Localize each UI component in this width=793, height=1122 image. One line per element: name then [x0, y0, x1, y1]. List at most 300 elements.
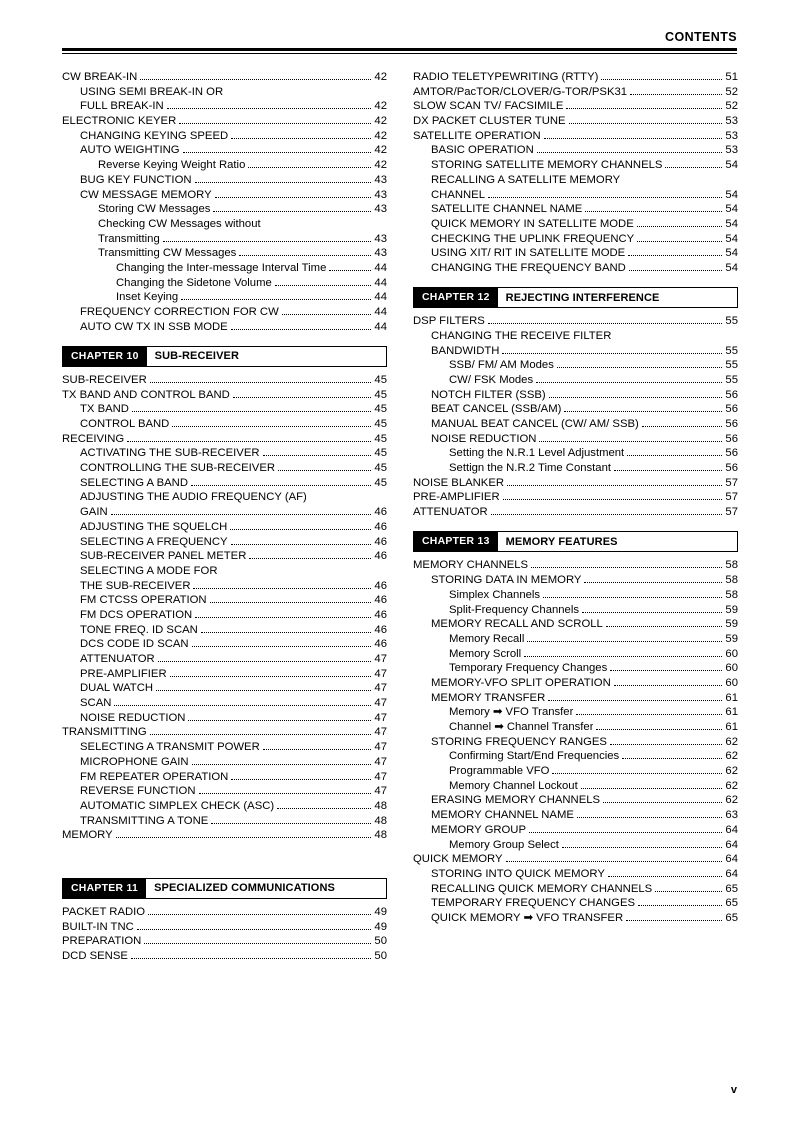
toc-entry-page: 49	[374, 920, 387, 933]
toc-entry[interactable]	[449, 634, 738, 645]
toc-entry-page: 48	[374, 829, 387, 842]
toc-entry-label: PACKET RADIO	[62, 906, 146, 918]
page-header	[62, 30, 737, 54]
toc-entry-page: 46	[374, 579, 387, 592]
toc-leader-dots	[552, 768, 722, 774]
toc-entry-label: QUICK MEMORY ➡ VFO TRANSFER	[431, 912, 624, 924]
toc-entry-page: 43	[374, 247, 387, 260]
toc-entry-label: Memory Scroll	[449, 648, 522, 660]
toc-entry[interactable]	[80, 404, 387, 415]
toc-entry[interactable]	[449, 375, 738, 386]
toc-entry[interactable]	[80, 131, 387, 142]
toc-entry-page: 42	[374, 159, 387, 172]
toc-entry-label: ELECTRONIC KEYER	[62, 116, 177, 128]
toc-entry[interactable]	[413, 492, 738, 503]
toc-entry[interactable]	[80, 492, 387, 503]
toc-leader-dots	[201, 627, 371, 633]
toc-entry-label: DCD SENSE	[62, 951, 128, 963]
page-number: v	[730, 1084, 737, 1096]
toc-leader-dots	[626, 915, 722, 921]
toc-entry-page: 44	[374, 261, 387, 274]
toc-entry-label: ATTENUATOR	[80, 654, 155, 666]
toc-leader-dots	[263, 744, 371, 750]
toc-entry[interactable]	[431, 678, 738, 689]
toc-entry[interactable]	[80, 101, 387, 112]
toc-entry[interactable]	[80, 683, 387, 694]
toc-entry[interactable]	[80, 654, 387, 665]
toc-entry[interactable]	[449, 751, 738, 762]
toc-entry[interactable]	[80, 639, 387, 650]
toc-entry[interactable]	[413, 854, 738, 865]
toc-entry[interactable]	[413, 101, 738, 112]
toc-entry-label: AUTOMATIC SIMPLEX CHECK (ASC)	[80, 800, 275, 812]
toc-entry-page: 44	[374, 276, 387, 289]
toc-entry-label: MANUAL BEAT CANCEL (CW/ AM/ SSB)	[431, 419, 639, 431]
toc-entry[interactable]	[431, 263, 738, 274]
toc-entry[interactable]	[80, 478, 387, 489]
toc-leader-dots	[231, 324, 371, 330]
toc-spacer	[62, 845, 387, 865]
toc-leader-dots	[566, 103, 722, 109]
toc-entry[interactable]	[80, 669, 387, 680]
toc-entry-page: 46	[374, 608, 387, 621]
toc-entry[interactable]	[431, 190, 738, 201]
toc-entry[interactable]	[80, 307, 387, 318]
toc-entry[interactable]	[413, 507, 738, 518]
toc-leader-dots	[249, 553, 371, 559]
toc-entry[interactable]	[80, 625, 387, 636]
toc-leader-dots	[536, 377, 722, 383]
toc-entry[interactable]	[431, 825, 738, 836]
toc-leader-dots	[192, 759, 371, 765]
toc-entry[interactable]	[62, 951, 387, 962]
toc-entry-page: 54	[725, 247, 738, 260]
toc-leader-dots	[576, 709, 722, 715]
chapter-number: CHAPTER 10	[63, 347, 147, 366]
toc-entry[interactable]	[62, 936, 387, 947]
toc-entry-page: 62	[725, 765, 738, 778]
toc-entry[interactable]	[62, 434, 387, 445]
toc-entry[interactable]	[449, 663, 738, 674]
toc-entry-page: 57	[725, 491, 738, 504]
toc-entry-page: 48	[374, 799, 387, 812]
toc-entry-page: 55	[725, 373, 738, 386]
toc-entry-label: Programmable VFO	[449, 766, 550, 778]
toc-entry-page: 45	[374, 476, 387, 489]
toc-entry[interactable]	[98, 204, 387, 215]
toc-entry-label: GAIN	[80, 507, 108, 519]
toc-leader-dots	[150, 729, 371, 735]
toc-entry[interactable]	[80, 772, 387, 783]
toc-entry-page: 45	[374, 388, 387, 401]
toc-entry-label: SATELLITE CHANNEL NAME	[431, 204, 583, 216]
toc-entry-page: 62	[725, 779, 738, 792]
toc-entry[interactable]	[80, 801, 387, 812]
toc-entry[interactable]	[431, 434, 738, 445]
toc-entry[interactable]	[449, 463, 738, 474]
toc-entry-label: PRE-AMPLIFIER	[413, 492, 500, 504]
toc-entry-page: 53	[725, 115, 738, 128]
toc-entry-label: Channel ➡ Channel Transfer	[449, 722, 594, 734]
toc-entry[interactable]	[80, 698, 387, 709]
toc-entry[interactable]	[413, 116, 738, 127]
toc-entry[interactable]	[431, 810, 738, 821]
toc-leader-dots	[150, 377, 371, 383]
toc-entry-label: Storing CW Messages	[98, 204, 211, 216]
toc-entry[interactable]	[431, 248, 738, 259]
toc-entry-label: CHANGING THE RECEIVE FILTER	[431, 330, 612, 342]
toc-entry-label: CONTROL BAND	[80, 419, 170, 431]
toc-leader-dots	[548, 695, 722, 701]
toc-entry-label: ACTIVATING THE SUB-RECEIVER	[80, 448, 260, 460]
toc-entry-page: 45	[374, 462, 387, 475]
toc-entry[interactable]	[62, 116, 387, 127]
toc-entry-page: 44	[374, 291, 387, 304]
toc-leader-dots	[179, 118, 371, 124]
toc-entry[interactable]	[431, 869, 738, 880]
toc-entry[interactable]	[449, 605, 738, 616]
toc-entry-label: MICROPHONE GAIN	[80, 756, 189, 768]
toc-entry-page: 60	[725, 676, 738, 689]
chapter-heading[interactable]	[62, 346, 387, 367]
toc-leader-dots	[231, 773, 371, 779]
toc-entry-page: 55	[725, 344, 738, 357]
toc-entry-label: Temporary Frequency Changes	[449, 663, 608, 675]
toc-leader-dots	[562, 841, 722, 847]
toc-entry-label: Changing the Inter-message Interval Time	[116, 262, 327, 274]
toc-leader-dots	[539, 436, 722, 442]
toc-entry[interactable]	[80, 713, 387, 724]
toc-leader-dots	[131, 953, 371, 959]
toc-entry-page: 47	[374, 697, 387, 710]
toc-entry[interactable]	[431, 145, 738, 156]
toc-entry[interactable]	[98, 248, 387, 259]
toc-leader-dots	[603, 797, 722, 803]
toc-leader-dots	[637, 221, 722, 227]
toc-leader-dots	[503, 494, 722, 500]
toc-entry-page: 54	[725, 159, 738, 172]
toc-entry-label: Split-Frequency Channels	[449, 604, 579, 616]
toc-entry-page: 64	[725, 838, 738, 851]
toc-entry[interactable]	[449, 781, 738, 792]
toc-entry-page: 54	[725, 232, 738, 245]
toc-leader-dots	[488, 318, 722, 324]
toc-entry[interactable]	[80, 419, 387, 430]
toc-entry-label: THE SUB-RECEIVER	[80, 580, 191, 592]
toc-entry[interactable]	[80, 757, 387, 768]
toc-entry[interactable]	[80, 175, 387, 186]
toc-entry[interactable]	[62, 830, 387, 841]
toc-entry-page: 55	[725, 315, 738, 328]
toc-entry-label: CHECKING THE UPLINK FREQUENCY	[431, 233, 635, 245]
toc-entry[interactable]	[80, 463, 387, 474]
toc-leader-dots	[199, 788, 372, 794]
chapter-name: REJECTING INTERFERENCE	[505, 291, 660, 304]
toc-entry[interactable]	[80, 537, 387, 548]
toc-leader-dots	[531, 562, 722, 568]
toc-entry-label: FULL BREAK-IN	[80, 101, 164, 113]
toc-entry-label: USING XIT/ RIT IN SATELLITE MODE	[431, 248, 626, 260]
header-rule-thick	[62, 48, 737, 51]
toc-entry-page: 45	[374, 373, 387, 386]
toc-leader-dots	[507, 480, 722, 486]
toc-entry-label: CHANGING THE FREQUENCY BAND	[431, 262, 626, 274]
chapter-heading[interactable]	[62, 878, 387, 899]
toc-entry[interactable]	[449, 840, 738, 851]
toc-entry[interactable]	[431, 693, 738, 704]
toc-entry-page: 58	[725, 574, 738, 587]
toc-entry[interactable]	[116, 263, 387, 274]
toc-entry[interactable]	[62, 375, 387, 386]
toc-leader-dots	[231, 133, 371, 139]
toc-entry-label: Confirming Start/End Frequencies	[449, 751, 620, 763]
toc-entry-page: 59	[725, 603, 738, 616]
toc-right-column	[413, 72, 738, 966]
toc-entry-page: 56	[725, 403, 738, 416]
toc-entry-label: STORING FREQUENCY RANGES	[431, 736, 607, 748]
toc-entry-page: 56	[725, 418, 738, 431]
toc-entry[interactable]	[98, 160, 387, 171]
toc-entry[interactable]	[449, 360, 738, 371]
toc-entry[interactable]	[62, 72, 387, 83]
toc-entry-page: 60	[725, 647, 738, 660]
toc-leader-dots	[582, 606, 722, 612]
toc-entry[interactable]	[431, 737, 738, 748]
toc-entry[interactable]	[413, 87, 738, 98]
toc-entry-label: NOISE REDUCTION	[431, 433, 537, 445]
toc-entry[interactable]	[80, 581, 387, 592]
toc-leader-dots	[524, 651, 722, 657]
chapter-name: SUB-RECEIVER	[154, 350, 239, 363]
toc-leader-dots	[529, 827, 722, 833]
toc-entry-label: TX BAND	[80, 404, 129, 416]
toc-entry[interactable]	[449, 722, 738, 733]
toc-leader-dots	[215, 191, 371, 197]
toc-leader-dots	[557, 362, 722, 368]
toc-entry[interactable]	[80, 448, 387, 459]
toc-entry[interactable]	[80, 145, 387, 156]
toc-entry[interactable]	[80, 816, 387, 827]
toc-entry-label: ERASING MEMORY CHANNELS	[431, 795, 601, 807]
toc-entry[interactable]	[80, 522, 387, 533]
toc-entry-label: Changing the Sidetone Volume	[116, 277, 272, 289]
toc-entry-label: MEMORY CHANNELS	[413, 560, 529, 572]
toc-leader-dots	[239, 250, 371, 256]
toc-leader-dots	[188, 715, 371, 721]
toc-entry-page: 47	[374, 682, 387, 695]
toc-entry-page: 54	[725, 217, 738, 230]
toc-entry-label: SLOW SCAN TV/ FACSIMILE	[413, 101, 564, 113]
toc-entry-label: BUG KEY FUNCTION	[80, 174, 192, 186]
toc-entry[interactable]	[80, 786, 387, 797]
toc-entry-label: Transmitting CW Messages	[98, 248, 237, 260]
toc-entry-page: 62	[725, 794, 738, 807]
toc-entry-page: 43	[374, 232, 387, 245]
toc-entry[interactable]	[116, 278, 387, 289]
toc-entry[interactable]	[80, 566, 387, 577]
toc-entry-page: 57	[725, 506, 738, 519]
toc-entry-page: 63	[725, 809, 738, 822]
toc-entry[interactable]	[413, 316, 738, 327]
toc-entry-page: 44	[374, 320, 387, 333]
toc-leader-dots	[527, 636, 722, 642]
toc-entry[interactable]	[80, 742, 387, 753]
toc-entry-page: 64	[725, 823, 738, 836]
toc-entry-label: Setting the N.R.1 Level Adjustment	[449, 448, 625, 460]
toc-entry-page: 46	[374, 638, 387, 651]
toc-entry-page: 58	[725, 559, 738, 572]
toc-left-column	[62, 72, 387, 966]
toc-entry[interactable]	[80, 610, 387, 621]
toc-entry-page: 43	[374, 188, 387, 201]
toc-leader-dots	[111, 509, 371, 515]
toc-entry[interactable]	[449, 707, 738, 718]
toc-entry-page: 52	[725, 100, 738, 113]
toc-leader-dots	[608, 871, 722, 877]
toc-entry-label: AMTOR/PacTOR/CLOVER/G-TOR/PSK31	[413, 86, 628, 98]
toc-leader-dots	[577, 812, 722, 818]
toc-entry[interactable]	[431, 234, 738, 245]
toc-entry-page: 61	[725, 691, 738, 704]
toc-entry-label: MEMORY GROUP	[431, 824, 526, 836]
chapter-heading[interactable]	[413, 531, 738, 552]
toc-entry-page: 50	[374, 935, 387, 948]
toc-entry[interactable]	[431, 404, 738, 415]
toc-entry[interactable]	[431, 795, 738, 806]
toc-entry-label: FREQUENCY CORRECTION FOR CW	[80, 307, 279, 318]
toc-entry-page: 54	[725, 261, 738, 274]
toc-entry-page: 45	[374, 447, 387, 460]
toc-entry-label: RECALLING A SATELLITE MEMORY	[431, 174, 621, 186]
toc-leader-dots	[275, 280, 371, 286]
toc-leader-dots	[263, 450, 371, 456]
toc-entry-label: Settign the N.R.2 Time Constant	[449, 463, 612, 475]
toc-entry-label: CONTROLLING THE SUB-RECEIVER	[80, 463, 276, 475]
chapter-name: MEMORY FEATURES	[505, 535, 618, 548]
toc-entry[interactable]	[449, 448, 738, 459]
toc-entry-label: SELECTING A TRANSMIT POWER	[80, 742, 260, 754]
toc-leader-dots	[193, 583, 371, 589]
toc-entry-label: FM DCS OPERATION	[80, 609, 193, 621]
toc-entry-page: 47	[374, 770, 387, 783]
toc-entry[interactable]	[431, 204, 738, 215]
toc-leader-dots	[606, 621, 722, 627]
toc-entry-label: SELECTING A BAND	[80, 477, 188, 489]
toc-entry[interactable]	[62, 907, 387, 918]
toc-entry[interactable]	[62, 727, 387, 738]
toc-leader-dots	[610, 739, 722, 745]
toc-entry[interactable]	[431, 913, 738, 924]
toc-entry-label: SSB/ FM/ AM Modes	[449, 360, 554, 372]
toc-entry[interactable]	[431, 575, 738, 586]
toc-entry[interactable]	[80, 322, 387, 333]
toc-entry-page: 57	[725, 476, 738, 489]
toc-entry[interactable]	[80, 595, 387, 606]
toc-entry-page: 47	[374, 653, 387, 666]
toc-entry-page: 65	[725, 911, 738, 924]
toc-entry[interactable]	[431, 419, 738, 430]
toc-entry-page: 47	[374, 755, 387, 768]
chapter-heading[interactable]	[413, 287, 738, 308]
toc-entry[interactable]	[431, 160, 738, 171]
toc-entry[interactable]	[431, 331, 738, 342]
toc-leader-dots	[248, 162, 371, 168]
toc-entry-page: 43	[374, 173, 387, 186]
toc-entry[interactable]	[449, 766, 738, 777]
toc-entry[interactable]	[413, 478, 738, 489]
toc-leader-dots	[630, 89, 722, 95]
toc-entry[interactable]	[80, 551, 387, 562]
chapter-name: SPECIALIZED COMMUNICATIONS	[154, 882, 335, 895]
toc-entry[interactable]	[449, 649, 738, 660]
toc-entry-label: Memory Recall	[449, 633, 525, 645]
toc-leader-dots	[601, 74, 722, 80]
toc-entry[interactable]	[413, 131, 738, 142]
toc-entry[interactable]	[98, 234, 387, 245]
toc-entry[interactable]	[413, 560, 738, 571]
toc-entry-label: NOISE REDUCTION	[80, 712, 186, 724]
toc-entry-label: MEMORY TRANSFER	[431, 692, 546, 704]
toc-entry-label: BUILT-IN TNC	[62, 921, 134, 933]
toc-entry-label: QUICK MEMORY IN SATELLITE MODE	[431, 218, 634, 230]
toc-leader-dots	[172, 421, 371, 427]
toc-entry-page: 56	[725, 447, 738, 460]
toc-leader-dots	[537, 147, 722, 153]
toc-entry-label: FM REPEATER OPERATION	[80, 771, 229, 783]
toc-leader-dots	[114, 700, 371, 706]
toc-leader-dots	[614, 465, 722, 471]
toc-entry[interactable]	[413, 72, 738, 83]
toc-entry[interactable]	[431, 884, 738, 895]
toc-entry[interactable]	[62, 390, 387, 401]
toc-entry[interactable]	[80, 507, 387, 518]
toc-columns	[62, 72, 738, 966]
toc-leader-dots	[655, 886, 722, 892]
toc-leader-dots	[569, 118, 722, 124]
toc-entry[interactable]	[449, 590, 738, 601]
toc-entry-page: 64	[725, 867, 738, 880]
toc-entry-page: 50	[374, 950, 387, 963]
toc-entry[interactable]	[431, 346, 738, 357]
toc-entry[interactable]	[116, 292, 387, 303]
toc-entry-page: 42	[374, 144, 387, 157]
toc-leader-dots	[144, 938, 371, 944]
toc-entry[interactable]	[80, 190, 387, 201]
toc-entry-page: 46	[374, 550, 387, 563]
toc-entry[interactable]	[80, 87, 387, 98]
toc-entry-label: TEMPORARY FREQUENCY CHANGES	[431, 898, 636, 910]
toc-entry-label: Transmitting	[98, 233, 160, 245]
toc-leader-dots	[156, 685, 371, 691]
toc-leader-dots	[277, 803, 371, 809]
toc-entry-label: CW BREAK-IN	[62, 72, 138, 83]
toc-entry[interactable]	[431, 390, 738, 401]
toc-leader-dots	[127, 436, 371, 442]
toc-entry-page: 58	[725, 588, 738, 601]
toc-entry-page: 46	[374, 520, 387, 533]
toc-entry-label: DUAL WATCH	[80, 683, 154, 695]
toc-entry[interactable]	[431, 619, 738, 630]
toc-entry-label: DX PACKET CLUSTER TUNE	[413, 116, 566, 128]
toc-entry[interactable]	[431, 219, 738, 230]
toc-entry[interactable]	[62, 922, 387, 933]
toc-entry-page: 65	[725, 882, 738, 895]
toc-entry-label: SUB-RECEIVER	[62, 374, 147, 386]
toc-entry[interactable]	[431, 175, 738, 186]
toc-entry-page: 46	[374, 623, 387, 636]
toc-entry[interactable]	[98, 219, 387, 230]
toc-entry[interactable]	[431, 898, 738, 909]
